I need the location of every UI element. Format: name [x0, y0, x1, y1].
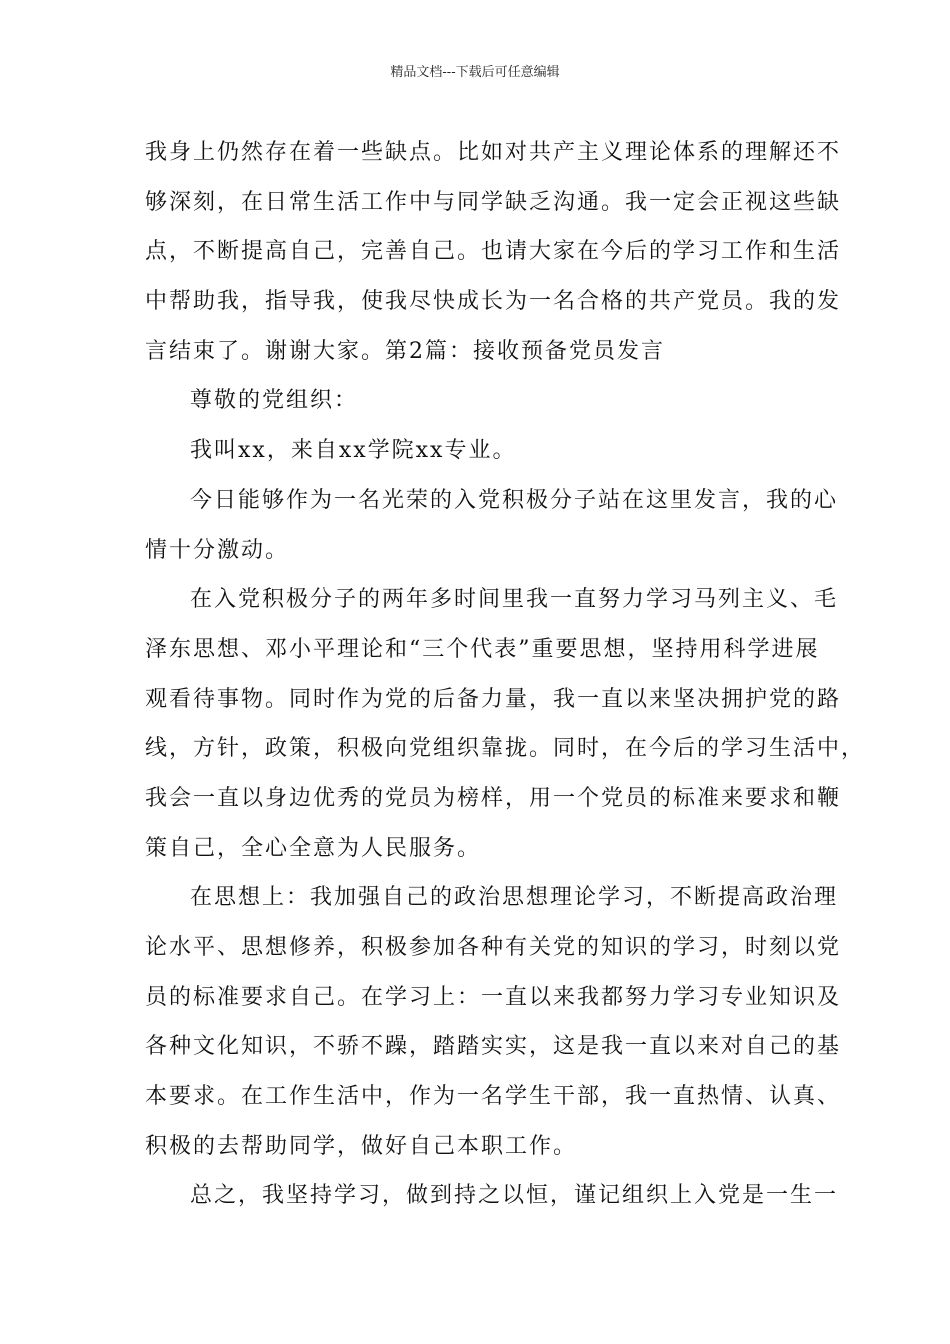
text-line: 策自己，全心全意为人民服务。	[145, 835, 482, 861]
text-line: 够深刻，在日常生活工作中与同学缺乏沟通。我一定会正视这些缺	[145, 189, 842, 215]
salutation: 尊敬的党组织：	[190, 388, 359, 414]
text-line: 我会一直以身边优秀的党员为榜样，用一个党员的标准来要求和鞭	[145, 785, 842, 811]
text-line: 在思想上：我加强自己的政治思想理论学习，不断提高政治理	[190, 885, 839, 911]
text-line: 在入党积极分子的两年多时间里我一直努力学习马列主义、毛	[190, 587, 839, 613]
text-line: 论水平、思想修养，积极参加各种有关党的知识的学习，时刻以党	[145, 935, 842, 960]
text-line: 点，不断提高自己，完善自己。也请大家在今后的学习工作和生活	[145, 239, 842, 265]
text-line: 员的标准要求自己。在学习上：一直以来我都努力学习专业知识及	[145, 984, 842, 1010]
document-body	[145, 128, 866, 1221]
text-line: 情十分激动。	[145, 537, 290, 563]
text-line: 中帮助我，指导我，使我尽快成长为一名合格的共产党员。我的发	[145, 289, 842, 315]
text-line: 线，方针，政策，积极向党组织靠拢。同时，在今后的学习生活中，	[145, 736, 866, 762]
text-line: 本要求。在工作生活中，作为一名学生干部，我一直热情、认真、	[145, 1084, 842, 1110]
page-header: 精品文档---下载后可任意编辑	[390, 65, 560, 80]
text-line: 各种文化知识，不骄不躁，踏踏实实，这是我一直以来对自己的基	[145, 1034, 842, 1060]
text-line: 积极的去帮助同学，做好自己本职工作。	[145, 1133, 578, 1159]
text-line: 我叫xx，来自xx学院xx专业。	[190, 438, 517, 464]
text-line: 今日能够作为一名光荣的入党积极分子站在这里发言，我的心	[190, 487, 839, 513]
text-line: 总之，我坚持学习，做到持之以恒，谨记组织上入党是一生一	[190, 1183, 839, 1209]
text-line: 言结束了。谢谢大家。第2篇：接收预备党员发言	[145, 338, 665, 364]
text-line: 我身上仍然存在着一些缺点。比如对共产主义理论体系的理解还不	[145, 140, 842, 165]
text-line: 观看待事物。同时作为党的后备力量，我一直以来坚决拥护党的路	[145, 686, 842, 712]
text-line: 泽东思想、邓小平理论和“三个代表”重要思想，坚持用科学进展	[145, 636, 820, 662]
